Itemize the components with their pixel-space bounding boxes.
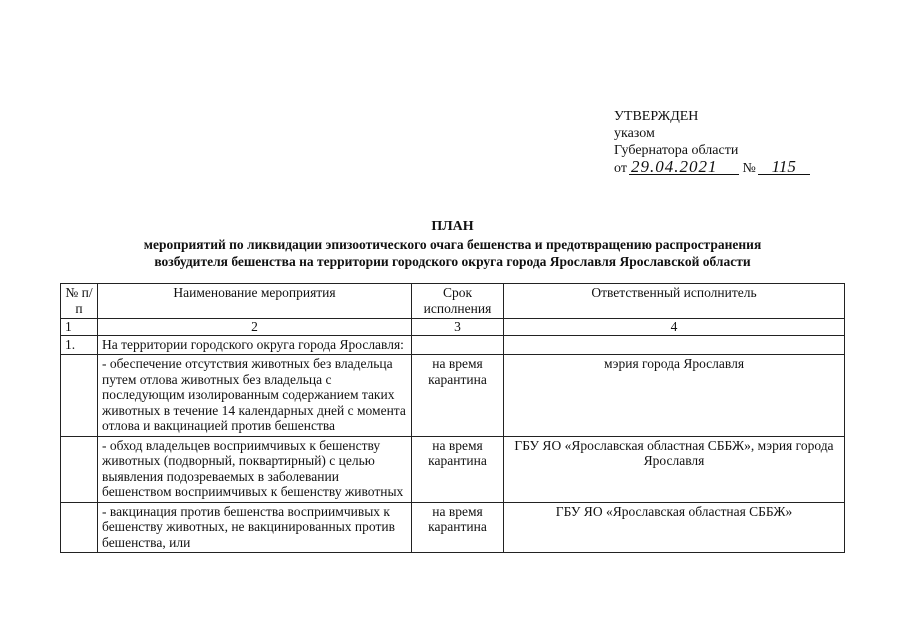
section-number: 1. bbox=[61, 335, 98, 355]
header-num: № п/п bbox=[61, 284, 98, 319]
approval-heading: УТВЕРЖДЕН bbox=[614, 109, 699, 124]
row-measure: - обеспечение отсутствия животных без владельца путем отлова животных без владельца с последующим изолированным содержанием таких животных в течение 14 календарных дней с момента отлова и вакцинацией против бешенства bbox=[98, 355, 412, 437]
handwritten-date: 29.04.2021 bbox=[629, 159, 739, 175]
table-row bbox=[61, 502, 845, 553]
row-number bbox=[61, 355, 98, 437]
row-term: на время карантина bbox=[412, 355, 504, 437]
number-label: № bbox=[742, 161, 756, 176]
index-cell: 2 bbox=[98, 319, 412, 336]
row-responsible: ГБУ ЯО «Ярославская областная СББЖ» bbox=[504, 502, 845, 553]
section-name: На территории городского округа города Ярославля: bbox=[98, 335, 412, 355]
approval-date-line bbox=[614, 159, 810, 177]
row-measure: - вакцинация против бешенства восприимчивых к бешенству животных, не вакцинированных против бешенства, или bbox=[98, 502, 412, 553]
index-cell: 1 bbox=[61, 319, 98, 336]
title-main: ПЛАН bbox=[431, 219, 474, 234]
row-responsible: ГБУ ЯО «Ярославская областная СББЖ», мэрия города Ярославля bbox=[504, 436, 845, 502]
row-responsible: мэрия города Ярославля bbox=[504, 355, 845, 437]
title-line-3: возбудителя бешенства на территории городского округа города Ярославля Ярославской области bbox=[154, 254, 751, 269]
index-cell: 3 bbox=[412, 319, 504, 336]
header-term: Срок исполнения bbox=[412, 284, 504, 319]
row-number bbox=[61, 502, 98, 553]
row-term: на время карантина bbox=[412, 436, 504, 502]
title-line-2: мероприятий по ликвидации эпизоотического очага бешенства и предотвращению распространения bbox=[143, 237, 762, 252]
column-index-row bbox=[61, 319, 845, 336]
table-row bbox=[61, 355, 845, 437]
approval-stamp bbox=[614, 108, 810, 177]
header-name: Наименование мероприятия bbox=[98, 284, 412, 319]
row-term: на время карантина bbox=[412, 502, 504, 553]
header-responsible: Ответственный исполнитель bbox=[504, 284, 845, 319]
plan-table bbox=[60, 283, 845, 553]
row-number bbox=[61, 436, 98, 502]
approval-authority: Губернатора области bbox=[614, 143, 739, 158]
approval-by: указом bbox=[614, 126, 655, 141]
from-label: от bbox=[614, 161, 627, 176]
row-measure: - обход владельцев восприимчивых к бешенству животных (подворный, поквартирный) с целью выявления подозреваемых в заболевании бешенством восприимчивых к бешенству животных bbox=[98, 436, 412, 502]
index-cell: 4 bbox=[504, 319, 845, 336]
table-row bbox=[61, 436, 845, 502]
handwritten-number: 115 bbox=[758, 159, 810, 175]
table-header-row bbox=[61, 284, 845, 319]
section-term bbox=[412, 335, 504, 355]
section-row bbox=[61, 335, 845, 355]
section-responsible bbox=[504, 335, 845, 355]
document-title bbox=[0, 218, 905, 270]
